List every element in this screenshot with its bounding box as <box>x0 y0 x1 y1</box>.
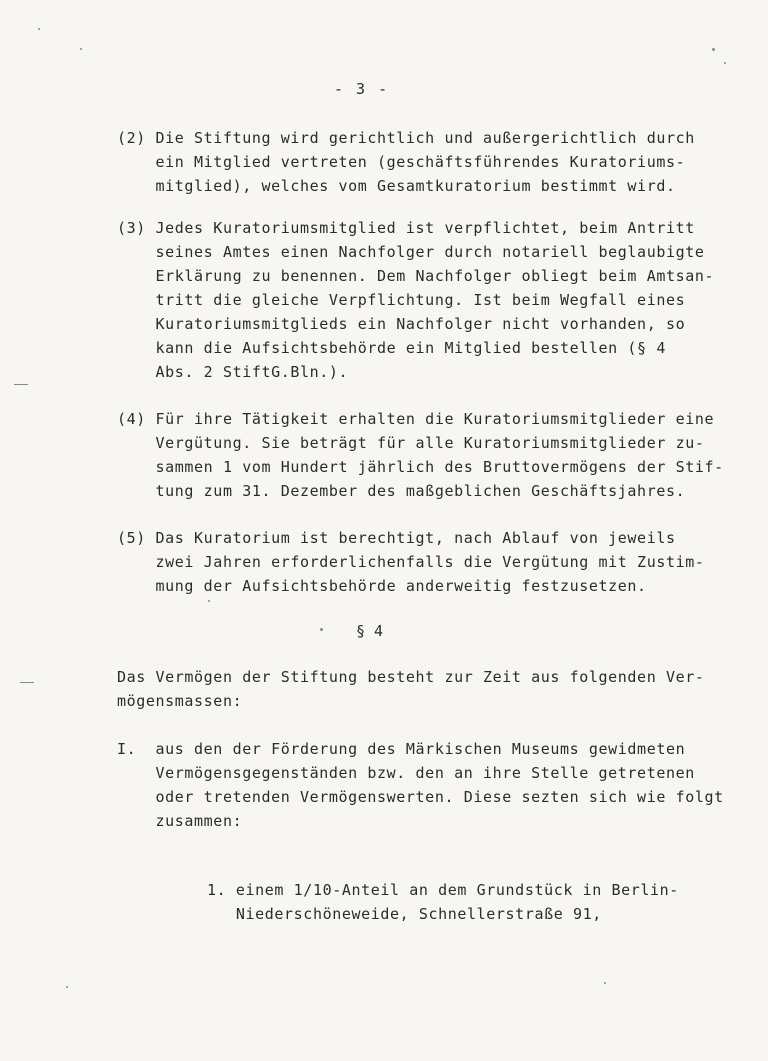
scan-speck <box>38 28 40 30</box>
item-I-line: Vermögensgegenständen bzw. den an ihre Stelle getretenen <box>117 764 695 782</box>
paragraph-3-line: kann die Aufsichtsbehörde ein Mitglied bestellen (§ 4 <box>117 339 666 357</box>
item-I-line: I. aus den der Förderung des Märkischen Museums gewidmeten <box>117 740 686 758</box>
paragraph-2-line: (2) Die Stiftung wird gerichtlich und außergerichtlich durch <box>117 129 695 147</box>
paragraph-5-line: (5) Das Kuratorium ist berechtigt, nach Ablauf von jeweils <box>117 529 676 547</box>
paragraph-3-line: Kuratoriumsmitglieds ein Nachfolger nicht vorhanden, so <box>117 315 686 333</box>
page-number: - 3 - <box>334 80 390 98</box>
sub-item-1-line: Niederschöneweide, Schnellerstraße 91, <box>207 905 602 923</box>
sub-item-1-line: 1. einem 1/10-Anteil an dem Grundstück in Berlin- <box>207 881 679 899</box>
scan-speck <box>724 62 726 64</box>
paragraph-5-line: zwei Jahren erforderlichenfalls die Vergütung mit Zustim- <box>117 553 705 571</box>
intro-line: Das Vermögen der Stiftung besteht zur Zeit aus folgenden Ver- <box>117 668 705 686</box>
paragraph-3-line: Erklärung zu benennen. Dem Nachfolger obliegt beim Amtsan- <box>117 267 715 285</box>
scan-speck <box>80 48 82 50</box>
scan-speck <box>712 48 715 51</box>
paragraph-4-line: sammen 1 vom Hundert jährlich des Bruttovermögens der Stif- <box>117 458 724 476</box>
paragraph-3-line: (3) Jedes Kuratoriumsmitglied ist verpflichtet, beim Antritt <box>117 219 695 237</box>
scan-speck <box>208 600 210 602</box>
intro-line: mögensmassen: <box>117 692 243 710</box>
paragraph-4-line: tung zum 31. Dezember des maßgeblichen Geschäftsjahres. <box>117 482 686 500</box>
scan-speck <box>14 384 28 385</box>
paragraph-3-line: seines Amtes einen Nachfolger durch notariell beglaubigte <box>117 243 705 261</box>
paragraph-5-line: mung der Aufsichtsbehörde anderweitig festzusetzen. <box>117 577 647 595</box>
item-I-line: zusammen: <box>117 812 243 830</box>
item-I-line: oder tretenden Vermögenswerten. Diese sezten sich wie folgt <box>117 788 724 806</box>
paragraph-3-line: tritt die gleiche Verpflichtung. Ist beim Wegfall eines <box>117 291 686 309</box>
paragraph-4-line: (4) Für ihre Tätigkeit erhalten die Kuratoriumsmitglieder eine <box>117 410 715 428</box>
scan-speck <box>320 628 323 631</box>
paragraph-2-line: ein Mitglied vertreten (geschäftsführendes Kuratoriums- <box>117 153 686 171</box>
paragraph-4-line: Vergütung. Sie beträgt für alle Kuratoriumsmitglieder zu- <box>117 434 705 452</box>
paragraph-2-line: mitglied), welches vom Gesamtkuratorium bestimmt wird. <box>117 177 676 195</box>
paragraph-3-line: Abs. 2 StiftG.Bln.). <box>117 363 349 381</box>
scan-speck <box>66 986 68 988</box>
scan-speck <box>20 682 34 683</box>
scan-speck <box>604 982 606 984</box>
section-heading: § 4 <box>356 622 384 640</box>
